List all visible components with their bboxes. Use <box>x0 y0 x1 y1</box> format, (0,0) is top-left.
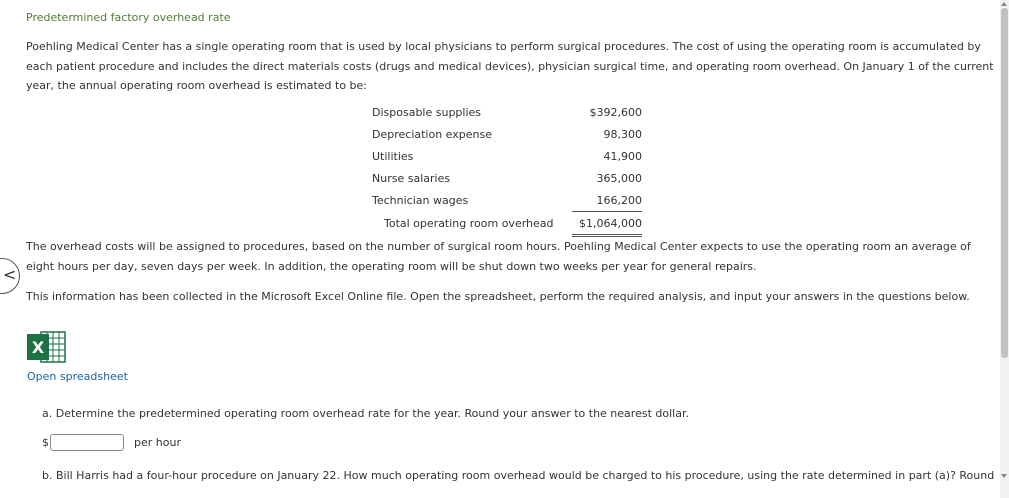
scroll-down-icon[interactable] <box>1001 474 1007 478</box>
table-row <box>372 101 642 123</box>
page-title: Predetermined factory overhead rate <box>26 11 231 24</box>
table-row <box>372 167 642 189</box>
item-label: Disposable supplies <box>372 105 482 119</box>
scroll-thumb[interactable] <box>1001 8 1008 358</box>
item-amount: 166,200 <box>572 189 642 212</box>
total-amount: $1,064,000 <box>572 212 642 236</box>
table-row <box>372 123 642 145</box>
item-amount: 365,000 <box>596 171 642 185</box>
assignment-paragraph: The overhead costs will be assigned to procedures, based on the number of surgical room hours. Poehling Medical Center expects to use the operating room an average of eight hours per day, seven days per week. In addition, the operating room will be shut down two weeks per year for general repairs. <box>26 240 971 273</box>
answer-a-row <box>42 434 181 451</box>
vertical-scrollbar[interactable] <box>1000 0 1009 498</box>
open-spreadsheet-link[interactable]: Open spreadsheet <box>27 370 128 383</box>
intro-paragraph: Poehling Medical Center has a single operating room that is used by local physicians to perform surgical procedures. The cost of using the operating room is accumulated by each patient procedure and includes the direct materials costs (drugs and medical devices), physician surgical time, and operating room overhead. On January 1 of the current year, the annual operating room overhead is estimated to be: <box>26 40 994 92</box>
overhead-table <box>372 101 642 237</box>
currency-symbol: $ <box>42 436 49 449</box>
excel-icon[interactable] <box>27 330 67 364</box>
unit-label: per hour <box>134 436 181 449</box>
item-label: Nurse salaries <box>372 171 451 185</box>
excel-icon-letter: X <box>31 338 45 357</box>
answer-a-input[interactable] <box>50 434 124 451</box>
item-label: Depreciation expense <box>372 127 492 141</box>
item-amount: 41,900 <box>603 149 642 163</box>
previous-arrow-button[interactable] <box>0 258 20 294</box>
item-amount: $392,600 <box>589 105 642 119</box>
scroll-up-icon[interactable] <box>1001 2 1007 6</box>
item-label: Utilities <box>372 149 414 163</box>
total-row <box>372 212 642 236</box>
table-row <box>372 145 642 167</box>
question-a: a. Determine the predetermined operating room overhead rate for the year. Round your answer to the nearest dollar. <box>42 407 689 420</box>
instructions-paragraph: This information has been collected in the Microsoft Excel Online file. Open the spreadsheet, perform the required analysis, and input your answers in the questions below. <box>26 290 970 303</box>
item-amount: 98,300 <box>603 127 642 141</box>
table-row <box>372 189 642 212</box>
total-label: Total operating room overhead <box>384 217 554 230</box>
question-b: b. Bill Harris had a four-hour procedure on January 22. How much operating room overhead would be charged to his procedure, using the rate determined in part (a)? Round <box>42 469 995 482</box>
item-label: Technician wages <box>372 193 469 207</box>
chevron-left-icon: < <box>3 265 17 284</box>
